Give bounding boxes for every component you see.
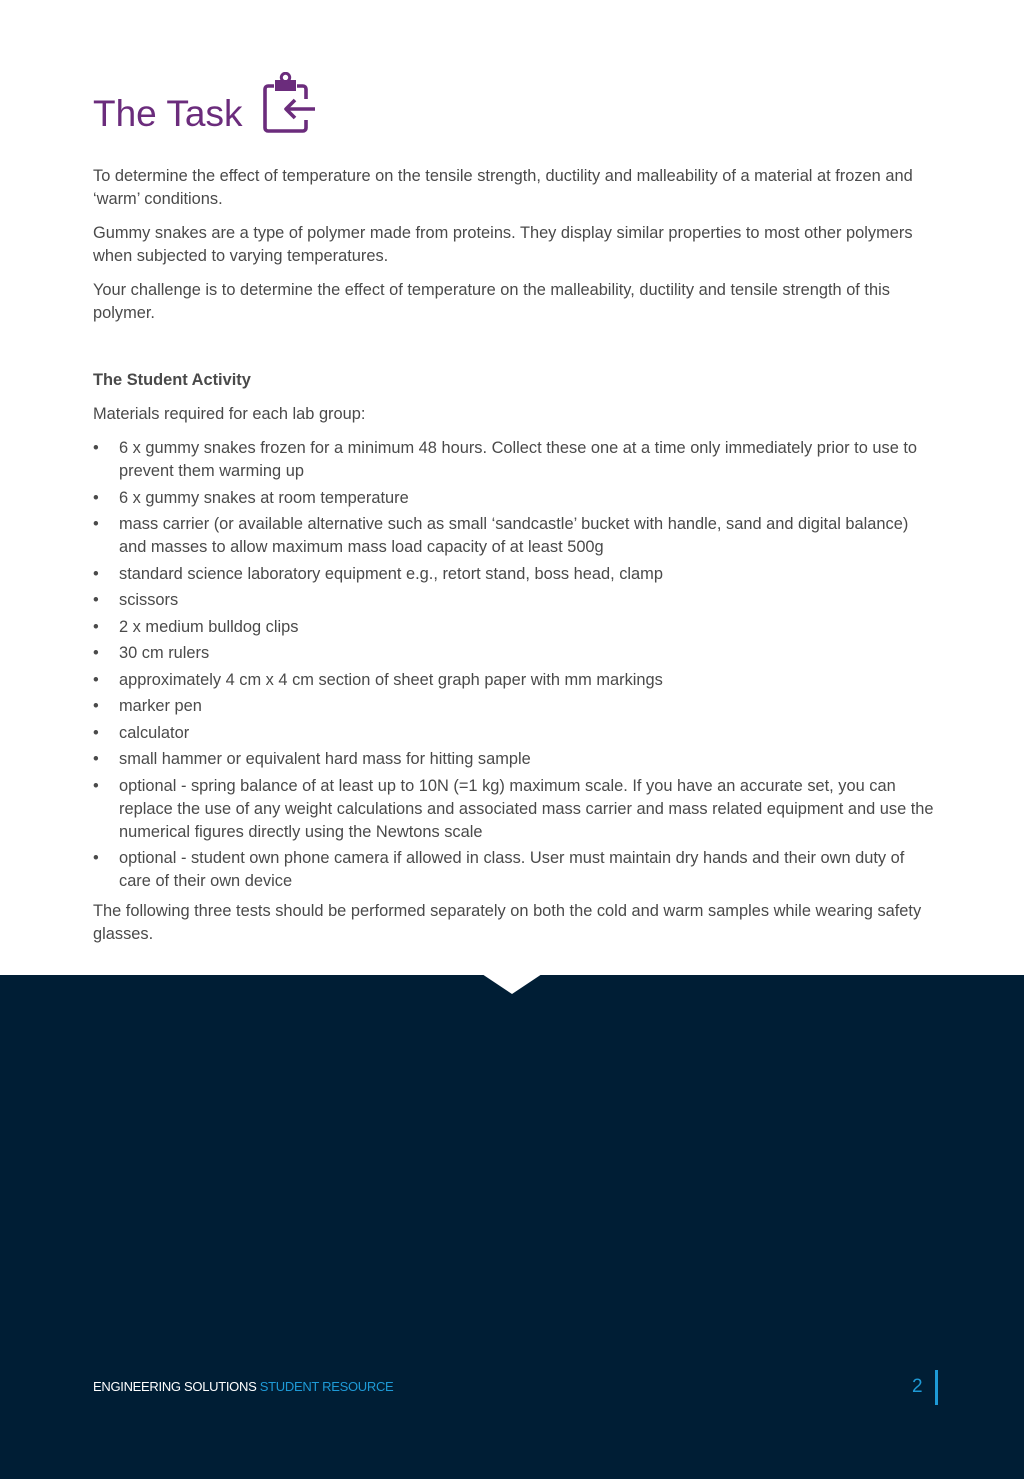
clipboard-arrow-icon [260, 72, 318, 134]
bullet: • [93, 849, 99, 867]
list-item-text: marker pen [119, 697, 202, 715]
bullet: • [93, 776, 99, 795]
list-item-text: optional - spring balance of at least up to 10N (=1 kg) maximum scale. If you have an accurate set, you can replace the use of any weight calculations and associated mass carrier and mass related equipment and use the numerical figures directly using the Newtons scale [119, 776, 934, 841]
list-item [93, 589, 938, 612]
bullet: • [93, 697, 99, 715]
title-row [93, 70, 318, 134]
section-heading: The Student Activity [93, 371, 251, 389]
list-item-text: approximately 4 cm x 4 cm section of sheet graph paper with mm markings [119, 670, 663, 689]
bullet: • [93, 488, 99, 507]
bullet: • [93, 591, 99, 609]
bullet: • [93, 564, 99, 583]
page-title: The Task [93, 93, 243, 134]
list-item-text: optional - student own phone camera if allowed in class. User must maintain dry hands and their own duty of care of their own device [119, 849, 905, 890]
list-item [93, 642, 938, 665]
list-item [93, 487, 938, 510]
band-notch [482, 974, 542, 994]
footer-label [93, 1379, 393, 1394]
list-item-text: small hammer or equivalent hard mass for hitting sample [119, 750, 531, 768]
intro-paragraph: To determine the effect of temperature on the tensile strength, ductility and malleability of a material at frozen and ‘warm’ conditions. [93, 167, 913, 208]
bullet: • [93, 644, 99, 662]
footer-label-accent: STUDENT RESOURCE [259, 1379, 394, 1394]
materials-intro: Materials required for each lab group: [93, 405, 366, 423]
page-number: 2 [912, 1376, 923, 1397]
list-item-text: 6 x gummy snakes at room temperature [119, 488, 409, 507]
list-item-text: 30 cm rulers [119, 644, 210, 662]
closing-paragraph: The following three tests should be performed separately on both the cold and warm samples while wearing safety glasses. [93, 902, 922, 943]
list-item-text: calculator [119, 723, 190, 742]
list-item [93, 513, 938, 559]
list-item-text: standard science laboratory equipment e.g., retort stand, boss head, clamp [119, 564, 663, 583]
footer-label-main: ENGINEERING SOLUTIONS [93, 1379, 257, 1394]
list-item [93, 616, 938, 639]
task-content [93, 165, 938, 957]
bullet: • [93, 617, 99, 636]
list-item [93, 722, 938, 745]
intro-paragraph: Your challenge is to determine the effect of temperature on the malleability, ductility and tensile strength of this polymer. [93, 281, 890, 322]
bullet: • [93, 750, 99, 768]
list-item [93, 748, 938, 771]
list-item [93, 669, 938, 692]
list-item [93, 437, 938, 483]
intro-paragraph: Gummy snakes are a type of polymer made from proteins. They display similar properties to most other polymers when subjected to varying temperatures. [93, 224, 913, 265]
list-item-text: 2 x medium bulldog clips [119, 617, 299, 636]
bullet: • [93, 723, 99, 742]
list-item [93, 847, 938, 893]
materials-list [93, 437, 938, 893]
list-item [93, 775, 938, 844]
list-item-text: 6 x gummy snakes frozen for a minimum 48 hours. Collect these one at a time only immediately prior to use to prevent them warming up [119, 439, 918, 480]
list-item-text: mass carrier (or available alternative such as small ‘sandcastle’ bucket with handle, sand and digital balance) and masses to allow maximum mass load capacity of at least 500g [119, 515, 909, 556]
bullet: • [93, 670, 99, 689]
list-item-text: scissors [119, 591, 179, 609]
page-number-rule [935, 1370, 938, 1405]
list-item [93, 563, 938, 586]
list-item [93, 695, 938, 718]
footer-band [0, 975, 1024, 1479]
bullet: • [93, 515, 99, 533]
bullet: • [93, 439, 99, 457]
